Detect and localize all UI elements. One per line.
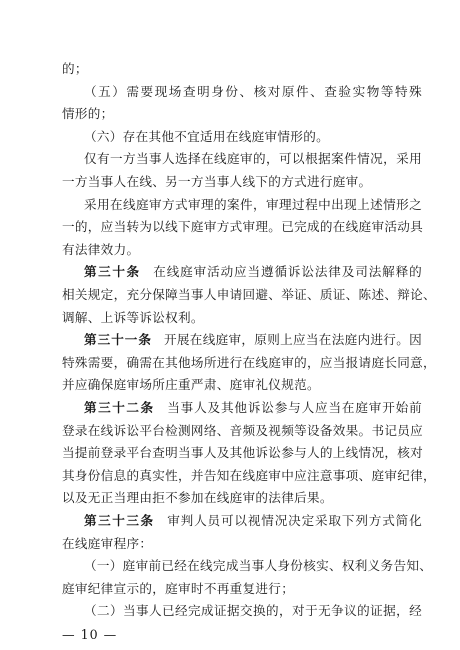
- body-line: 一方当事人在线、另一方当事人线下的方式进行庭审。: [62, 174, 372, 189]
- body-line: 庭审纪律宣示的，庭审时不再重复进行；: [62, 580, 295, 596]
- body-line: 登录在线诉讼平台检测网络、音频及视频等设备效果。书记员应: [62, 422, 424, 438]
- body-text: 当事人及其他诉讼参与人应当在庭审开始前: [166, 400, 422, 415]
- body-line: 并应确保庭审场所庄重严肃、庭审礼仪规范。: [62, 377, 320, 393]
- body-line: （六）存在其他不宜适用在线庭审情形的。: [84, 128, 329, 144]
- body-line: 其身份信息的真实性，并告知在线庭审中应注意事项、庭审纪律，: [62, 467, 436, 483]
- article-heading: 第三十一条: [84, 332, 152, 348]
- body-text: 审判人员可以视情况决定采取下列方式简化: [166, 513, 422, 528]
- article-heading: 第三十二条: [84, 400, 155, 415]
- article-paragraph: [84, 512, 422, 529]
- body-line: 以及无正当理由拒不参加在线庭审的法律后果。: [62, 490, 333, 506]
- body-text: 在线庭审活动应当遵循诉讼法律及司法解释的: [152, 264, 423, 280]
- body-line: 一的，应当转为以线下庭审方式审理。已完成的在线庭审活动具: [62, 219, 424, 235]
- body-line: （一）庭审前已经在线完成当事人身份核实、权利义务告知、: [84, 558, 433, 574]
- article-heading: 第三十三条: [84, 513, 155, 528]
- article-paragraph: [84, 331, 422, 348]
- body-line: 采用在线庭审方式审理的案件，审理过程中出现上述情形之: [84, 196, 422, 212]
- body-line: 有法律效力。: [62, 241, 140, 257]
- page-number: — 10 —: [62, 627, 118, 642]
- body-line: 仅有一方当事人选择在线庭审的，可以根据案件情况，采用: [84, 151, 422, 167]
- body-line: 情形的；: [62, 106, 114, 122]
- article-paragraph: [84, 399, 422, 416]
- body-line: 的；: [62, 61, 88, 76]
- body-line: （二）当事人已经完成证据交换的，对于无争议的证据，经: [84, 603, 422, 619]
- body-line: 调解、上诉等诉讼权利。: [62, 309, 204, 325]
- article-paragraph: [84, 263, 422, 280]
- article-heading: 第三十条: [84, 264, 141, 280]
- body-text: 开展在线庭审，原则上应当在法庭内进行。因: [164, 332, 422, 348]
- body-line: 当提前登录平台查明当事人及其他诉讼参与人的上线情况，核对: [62, 445, 424, 461]
- body-line: 特殊需要，确需在其他场所进行在线庭审的，应当报请庭长同意，: [62, 354, 436, 370]
- body-line: 在线庭审程序：: [62, 535, 153, 551]
- body-line: （五）需要现场查明身份、核对原件、查验实物等特殊: [84, 83, 422, 99]
- body-line: 相关规定，充分保障当事人申请回避、举证、质证、陈述、辩论、: [62, 287, 436, 302]
